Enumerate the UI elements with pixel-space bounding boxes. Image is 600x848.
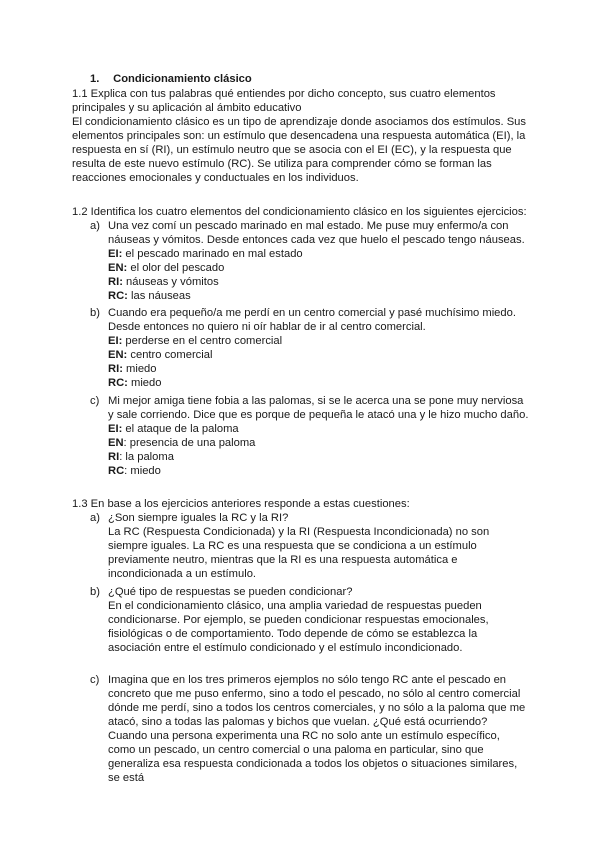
section-heading xyxy=(90,72,252,86)
value-ei: perderse en el centro comercial xyxy=(122,335,283,347)
value-rc: miedo xyxy=(127,377,162,389)
label-ei: EI: xyxy=(108,335,123,347)
answer-1-1: El condicionamiento clásico es un tipo de aprendizaje donde asociamos dos estímulos. Sus elementos principales son: un estímulo que desencadena una respuesta automática (EI), la respuesta en sí (RI), un estímulo neutro que se asocia con el EI (EC), y la respuesta que resulta de este nuevo estímulo (RC). Se utiliza para comprender cómo se forman las reacciones emocionales y conductuales en los individuos. xyxy=(72,116,526,184)
label-ri: RI: xyxy=(108,363,123,375)
exercise-a xyxy=(90,219,530,303)
value-rc: : miedo xyxy=(124,465,161,477)
exercise-c xyxy=(90,394,530,478)
answer-rc xyxy=(108,376,530,390)
sub-question: ¿Qué tipo de respuestas se pueden condicionar? xyxy=(108,586,353,598)
list-marker: a) xyxy=(90,512,100,524)
section-title: Condicionamiento clásico xyxy=(113,73,252,85)
sub-question: ¿Son siempre iguales la RC y la RI? xyxy=(108,512,289,524)
sub-answer: En el condicionamiento clásico, una amplia variedad de respuestas pueden condicionarse. Por ejemplo, se pueden condicionar respuestas emocionales, fisiológicas o de comportamiento. Todo depende de cómo se establezca la asociación entre el estímulo condicionado y el estímulo incondicionado. xyxy=(108,600,489,654)
answer-ri xyxy=(108,362,530,376)
answer-ei xyxy=(108,247,530,261)
question-1-1: 1.1 Explica con tus palabras qué entiendes por dicho concepto, sus cuatro elementos principales y su aplicación al ámbito educativo xyxy=(72,88,496,114)
list-marker: c) xyxy=(90,395,100,407)
value-en: centro comercial xyxy=(127,349,213,361)
answer-ei xyxy=(108,422,530,436)
value-en: el olor del pescado xyxy=(127,262,225,274)
label-rc: RC: xyxy=(108,290,128,302)
value-ei: el ataque de la paloma xyxy=(122,423,239,435)
exercise-text: Una vez comí un pescado marinado en mal estado. Me puse muy enfermo/a con náuseas y vómitos. Desde entonces cada vez que huelo el pescado tengo náuseas. xyxy=(108,220,525,246)
label-en: EN xyxy=(108,437,124,449)
exercise-text: Cuando era pequeño/a me perdí en un centro comercial y pasé muchísimo miedo. Desde entonces no quiero ni oír hablar de ir al centro comercial. xyxy=(108,307,516,333)
question-c xyxy=(90,673,530,785)
sub-question: Imagina que en los tres primeros ejemplos no sólo tengo RC ante el pescado en concreto que me puso enfermo, sino a todo el pescado, no sólo al centro comercial dónde me perdí, sino a todos los centros comerciales, y no sólo a la paloma que me atacó, sino a todas las palomas y bichos que vuelan. ¿Qué está ocurriendo? xyxy=(108,674,526,728)
label-rc: RC xyxy=(108,465,125,477)
exercise-b xyxy=(90,306,530,390)
value-ri: miedo xyxy=(122,363,157,375)
question-1-2: 1.2 Identifica los cuatro elementos del condicionamiento clásico en los siguientes ejercicios: xyxy=(72,206,527,218)
value-en: : presencia de una paloma xyxy=(123,437,256,449)
exercise-text: Mi mejor amiga tiene fobia a las palomas, si se le acerca una se pone muy nerviosa y sale corriendo. Dice que es porque de pequeña le atacó una y le hizo mucho daño. xyxy=(108,395,529,421)
sub-answer: La RC (Respuesta Condicionada) y la RI (Respuesta Incondicionada) no son siempre iguales. La RC es una respuesta que se condiciona a un estímulo previamente neutro, mientras que la RI es una respuesta automática e incondicionada a un estímulo. xyxy=(108,526,490,580)
answer-ri xyxy=(108,450,530,464)
list-marker: a) xyxy=(90,220,100,232)
answer-rc xyxy=(108,464,530,478)
question-a xyxy=(90,511,530,581)
label-ri: RI: xyxy=(108,276,123,288)
value-ri: náuseas y vómitos xyxy=(122,276,219,288)
list-marker: b) xyxy=(90,307,100,319)
answer-ri xyxy=(108,275,530,289)
label-rc: RC: xyxy=(108,377,128,389)
value-ei: el pescado marinado en mal estado xyxy=(122,248,303,260)
section-number: 1. xyxy=(90,73,100,85)
label-ri: RI xyxy=(108,451,120,463)
answer-ei xyxy=(108,334,530,348)
answer-en xyxy=(108,348,530,362)
label-ei: EI: xyxy=(108,423,123,435)
label-en: EN: xyxy=(108,262,128,274)
value-rc: las náuseas xyxy=(127,290,191,302)
label-en: EN: xyxy=(108,349,128,361)
question-b xyxy=(90,585,530,655)
value-ri: : la paloma xyxy=(119,451,174,463)
list-marker: b) xyxy=(90,586,100,598)
question-1-3: 1.3 En base a los ejercicios anteriores responde a estas cuestiones: xyxy=(72,498,410,510)
answer-rc xyxy=(108,289,530,303)
list-marker: c) xyxy=(90,674,100,686)
label-ei: EI: xyxy=(108,248,123,260)
answer-en xyxy=(108,261,530,275)
answer-en xyxy=(108,436,530,450)
sub-answer: Cuando una persona experimenta una RC no solo ante un estímulo específico, como un pescado, un centro comercial o una paloma en particular, sino que generaliza esa respuesta condicionada a todos los objetos o situaciones similares, se está xyxy=(108,730,518,784)
